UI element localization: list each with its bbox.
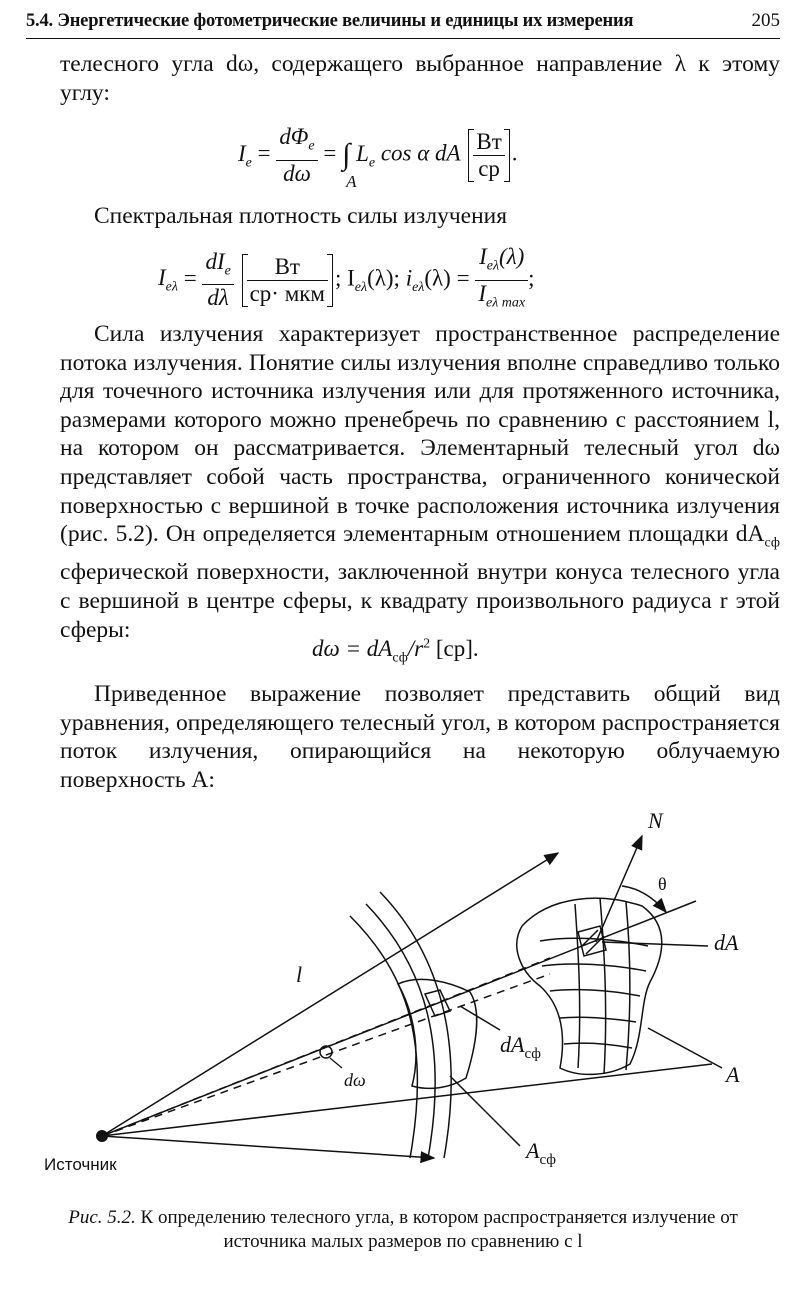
sphere-arc-1 [350,916,418,1158]
leader-A-sf [450,1076,520,1146]
caption-label: Рис. 5.2. [68,1207,136,1228]
label-N: N [648,808,663,833]
integral-limit: A [346,172,357,192]
eq1-lhs: $I_e$ [238,140,252,171]
eq1-unit: $\frac{Вт}{ср}$ [468,129,509,182]
paragraph-4: Приведенное выражение позволяет представить общий вид уравнения, определяющего телесный угол, в котором распространяется поток излучения, опирающийся на некоторую облучаемую поверхность A: [60,681,780,793]
sphere-patch [398,979,477,1088]
eq2-unit: $\frac{Вт}{\text{ср· мкм}}$ [242,254,333,307]
label-theta: θ [658,874,667,894]
sphere-arc-2 [366,904,435,1158]
figure-solid-angle-diagram [30,806,770,1204]
ray-l [102,853,558,1136]
ray-dashed-2 [102,974,550,1136]
leader-A [648,1028,722,1068]
label-dA: dA [714,930,739,955]
eq1-fraction: $\frac{d\Phi_e}{d\omega}$ [276,124,317,187]
running-header [26,8,780,39]
equation-solid-angle: $d\omega = dA_{сф}/r^2$ [ср]. [312,636,479,666]
label-l: l [296,962,303,987]
leader-dA [602,942,708,946]
leader-dA-sf [460,1006,500,1030]
label-A-sf: $A_{сф}$ [526,1138,557,1168]
header-title: 5.4. Энергетические фотометрические величины и единицы их измерения [26,11,634,31]
equation-spectral-intensity: $I_{e\lambda}$ = $\frac{dI_e}{d\lambda}$ $\frac{Вт}{\text{ср· мкм}}$ ; $I_{e\lambda}(\lambda)$; $i_{e\lambda}(\lambda)$ = $\frac{I_{e\lambda}(\lambda)}{I_{e\lambda max}}$ ; [158,244,535,311]
source-point [96,1130,108,1142]
integral-sign: ∫ A [342,138,357,192]
ray-bottom [102,1136,434,1158]
paragraph-1: телесного угла dω, содержащего выбранное направление λ к этому углу: [60,51,780,106]
figure-caption [26,1206,780,1254]
label-source: Источник [44,1155,117,1174]
equation-radiant-intensity: $I_e$ = $\frac{d\Phi_e}{d\omega}$ = ∫ A $L_e$ cos α dA $\frac{Вт}{ср}$ . [238,124,518,192]
label-dA-sf: $dA_{сф}$ [500,1032,542,1062]
caption-text: К определению телесного угла, в котором распространяется излучение от источника малых размеров по сравнению с l [135,1207,738,1252]
page-number: 205 [751,10,780,31]
paragraph-3: Сила излучения характеризует пространственное распределение потока излучения. Понятие силы излучения вполне справедливо только для точечного источника излучения или для протяженного источника, размерами которого можно пренебречь по сравнению с расстоянием l, на котором он рассматривается. Элементарный телесный угол dω представляет собой часть пространства, ограниченного конической поверхностью с вершиной в точке расположения источника излучения (рис. 5.2). Он определяется элементарным отношением площадки $dA_{сф}$ сферической поверхности, заключенной внутри конуса телесного угла с вершиной в центре сферы, к квадрату произвольного радиуса r этой сферы: [60,321,780,643]
label-domega: dω [344,1070,366,1090]
paragraph-2: Спектральная плотность силы излучения [94,203,508,229]
label-A: A [726,1062,740,1087]
